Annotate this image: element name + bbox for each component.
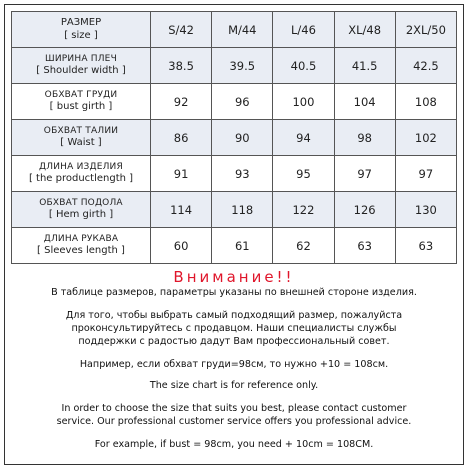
- row-label-ru: ОБХВАТ ПОДОЛА: [39, 197, 123, 208]
- table-cell: 104: [334, 84, 395, 120]
- row-label-ru: ОБХВАТ ГРУДИ: [44, 89, 118, 100]
- row-label-ru: ДЛИНА ИЗДЕЛИЯ: [39, 161, 123, 172]
- table-cell: 60: [151, 228, 212, 264]
- table-cell: 97: [334, 156, 395, 192]
- size-header: 2XL/50: [395, 12, 456, 48]
- note-consult-line-1: Для того, чтобы выбрать самый подходящий размер, пожалуйста: [65, 309, 403, 321]
- row-label-en: [ Hem girth ]: [48, 208, 114, 220]
- table-row: [12, 156, 457, 192]
- table-cell: 122: [273, 192, 334, 228]
- note-example-ru: Например, если обхват груди=98см, то нужно +10 = 108см.: [79, 358, 389, 370]
- note-consult-line-2: проконсультируйтесь с продавцом. Наши специалисты службы: [71, 322, 397, 334]
- note-reference-only: The size chart is for reference only.: [149, 379, 319, 391]
- table-cell: 97: [395, 156, 456, 192]
- table-row: [12, 84, 457, 120]
- row-label-cell: [12, 228, 151, 264]
- table-header-row: [12, 12, 457, 48]
- header-label-en: [ size ]: [64, 29, 98, 41]
- table-cell: 61: [212, 228, 273, 264]
- notes-section: [5, 267, 463, 451]
- size-header: S/42: [151, 12, 212, 48]
- table-cell: 62: [273, 228, 334, 264]
- row-label-cell: [12, 156, 151, 192]
- size-header: XL/48: [334, 12, 395, 48]
- size-chart-frame: [4, 4, 464, 465]
- table-cell: 90: [212, 120, 273, 156]
- row-label-ru: ШИРИНА ПЛЕЧ: [45, 53, 117, 64]
- table-cell: 126: [334, 192, 395, 228]
- table-cell: 94: [273, 120, 334, 156]
- row-label-ru: ОБХВАТ ТАЛИИ: [43, 125, 119, 136]
- table-cell: 91: [151, 156, 212, 192]
- size-header: L/46: [273, 12, 334, 48]
- row-label-cell: [12, 48, 151, 84]
- table-cell: 95: [273, 156, 334, 192]
- table-cell: 38.5: [151, 48, 212, 84]
- table-cell: 42.5: [395, 48, 456, 84]
- table-row: [12, 48, 457, 84]
- table-cell: 63: [395, 228, 456, 264]
- table-cell: 130: [395, 192, 456, 228]
- note-contact-line-1: In order to choose the size that suits you best, please contact customer: [61, 402, 407, 414]
- row-label-cell: [12, 84, 151, 120]
- size-table: [11, 11, 457, 264]
- table-row: [12, 192, 457, 228]
- row-label-en: [ Sleeves length ]: [37, 244, 125, 256]
- table-cell: 100: [273, 84, 334, 120]
- row-label-en: [ bust girth ]: [49, 100, 113, 112]
- table-cell: 114: [151, 192, 212, 228]
- note-contact-line-2: service. Our professional customer service offers you professional advice.: [56, 415, 412, 427]
- table-cell: 93: [212, 156, 273, 192]
- table-cell: 102: [395, 120, 456, 156]
- note-example-en: For example, if bust = 98cm, you need + 10cm = 108CM.: [94, 438, 374, 450]
- header-label-ru: РАЗМЕР: [60, 17, 102, 28]
- table-cell: 108: [395, 84, 456, 120]
- table-cell: 86: [151, 120, 212, 156]
- header-label-cell: [12, 12, 151, 48]
- row-label-en: [ the productlength ]: [28, 172, 134, 184]
- size-header: M/44: [212, 12, 273, 48]
- row-label-ru: ДЛИНА РУКАВА: [43, 233, 119, 244]
- table-cell: 63: [334, 228, 395, 264]
- table-row: [12, 228, 457, 264]
- table-cell: 40.5: [273, 48, 334, 84]
- row-label-cell: [12, 192, 151, 228]
- row-label-en: [ Shoulder width ]: [36, 64, 126, 76]
- note-outer-side: В таблице размеров, параметры указаны по внешней стороне изделия.: [51, 287, 417, 298]
- row-label-en: [ Waist ]: [60, 136, 102, 148]
- note-consult-line-3: поддержки с радостью дадут Вам профессиональный совет.: [78, 335, 390, 347]
- table-cell: 98: [334, 120, 395, 156]
- table-cell: 96: [212, 84, 273, 120]
- table-cell: 41.5: [334, 48, 395, 84]
- row-label-cell: [12, 120, 151, 156]
- table-cell: 92: [151, 84, 212, 120]
- table-row: [12, 120, 457, 156]
- table-cell: 118: [212, 192, 273, 228]
- table-cell: 39.5: [212, 48, 273, 84]
- attention-heading: Внимание!!: [173, 268, 295, 286]
